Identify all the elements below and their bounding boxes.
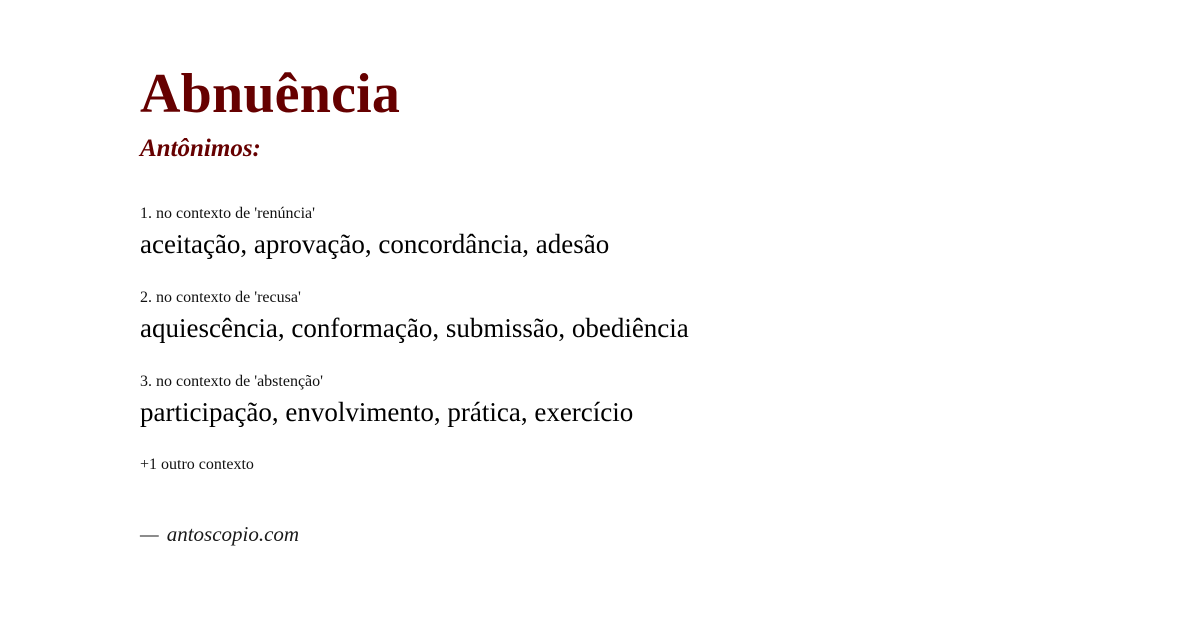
entry-antonyms: participação, envolvimento, prática, exercício [140, 396, 634, 427]
list-item [140, 372, 1140, 430]
source-attribution [140, 522, 1140, 547]
page-title: Abnuência [140, 63, 401, 125]
entry-context-label: 3. no contexto de 'abstenção' [140, 373, 324, 391]
section-subtitle: Antônimos: [140, 135, 261, 163]
em-dash-separator: — [140, 522, 159, 547]
entry-context-label: 2. no contexto de 'recusa' [140, 289, 301, 307]
list-item [140, 288, 1140, 346]
entry-antonyms: aquiescência, conformação, submissão, obediência [140, 313, 689, 344]
antonym-entry-list [140, 204, 1140, 430]
list-item [140, 204, 1140, 262]
source-name: antoscopio.com [166, 522, 300, 547]
more-contexts-note: +1 outro contexto [140, 456, 254, 474]
entry-context-label: 1. no contexto de 'renúncia' [140, 205, 316, 223]
entry-antonyms: aceitação, aprovação, concordância, adesão [140, 229, 610, 260]
